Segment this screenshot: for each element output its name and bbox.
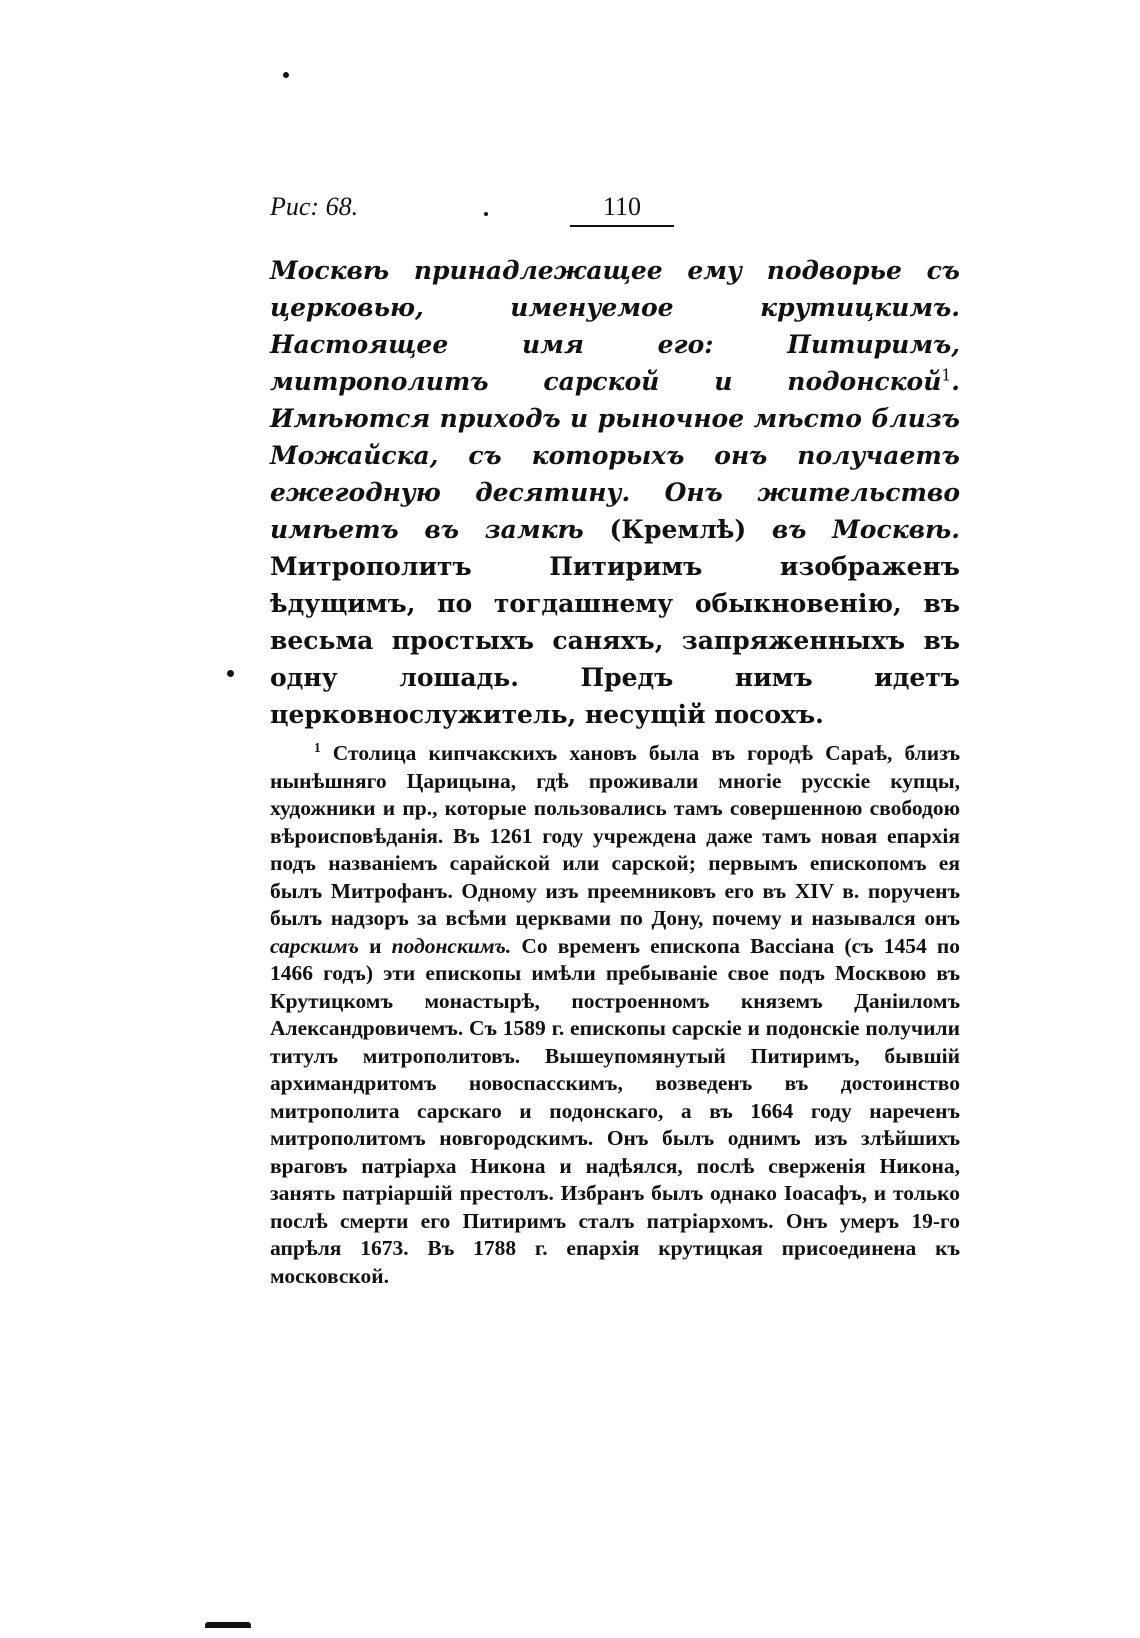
main-paragraph bbox=[270, 252, 960, 733]
main-italic-text-2: . Имѣются приходъ и рыночное мѣсто близъ Можайска, съ которыхъ онъ получаетъ ежегодную десятину. Онъ жительство имѣетъ въ замкѣ bbox=[270, 367, 960, 544]
footnote-italic-2: подонскимъ. bbox=[391, 933, 512, 958]
kremlin-note: (Кремлѣ) bbox=[583, 515, 772, 544]
speck bbox=[227, 670, 234, 677]
footnote bbox=[270, 740, 960, 1290]
footnote-text-2: и bbox=[358, 933, 392, 958]
scan-artifact bbox=[205, 1622, 251, 1628]
main-italic-text-3: въ Москвѣ. bbox=[771, 515, 960, 544]
page-header bbox=[270, 192, 960, 232]
footnote-text-1: Столица кипчакскихъ хановъ была въ городѣ Сараѣ, близъ нынѣшняго Царицына, гдѣ проживали многіе русскіе купцы, художники и пр., которые пользовались тамъ совершенною свободою вѣроисповѣданія. Въ 1261 году учреждена даже тамъ новая епархія подъ названіемъ сарайской или сарской; первымъ епископомъ ея былъ Митрофанъ. Одному изъ преемниковъ его въ XIV в. порученъ былъ надзоръ за всѣми церквами по Дону, почему и назывался онъ bbox=[270, 741, 960, 930]
footnote-marker: 1 bbox=[314, 739, 321, 755]
figure-label: Рис: 68. bbox=[270, 192, 359, 221]
footnote-text-3: Со временъ епископа Вассіана (съ 1454 по 1466 годъ) эти епископы имѣли пребываніе свое подъ Москвою въ Крутицкомъ монастырѣ, построенномъ княземъ Даніиломъ Александровичемъ. Съ 1589 г. епископы сарскіе и подонскіе получили титулъ митрополитовъ. Вышеупомянутый Питиримъ, бывшій архимандритомъ новоспасскимъ, возведенъ въ достоинство митрополита сарскаго и подонскаго, а въ 1664 году нареченъ митрополитомъ новгородскимъ. Онъ былъ однимъ изъ злѣйшихъ враговъ патріарха Никона и надѣялся, послѣ сверженія Никона, занять патріаршій престолъ. Избранъ былъ однако Іоасафъ, и только послѣ смерти его Питиримъ сталъ патріархомъ. Онъ умеръ 19-го апрѣля 1673. Въ 1788 г. епархія крутицкая присоединена къ московской. bbox=[270, 933, 961, 1288]
speck bbox=[283, 72, 289, 78]
main-upright-text: Митрополитъ Питиримъ изображенъ ѣдущимъ, по тогдашнему обыкновенію, въ весьма простыхъ саняхъ, запряженныхъ въ одну лошадь. Предъ нимъ идетъ церковнослужитель, несущій посохъ. bbox=[270, 552, 960, 729]
footnote-reference[interactable]: 1 bbox=[941, 366, 952, 385]
footnote-italic-1: сарскимъ bbox=[270, 933, 359, 958]
main-italic-text: Москвѣ принадлежащее ему подворье съ церковью, именуемое крутицкимъ. Настоящее имя его: Питиримъ, митрополитъ сарской и подонской bbox=[270, 256, 960, 396]
page-number: 110 bbox=[570, 192, 674, 227]
